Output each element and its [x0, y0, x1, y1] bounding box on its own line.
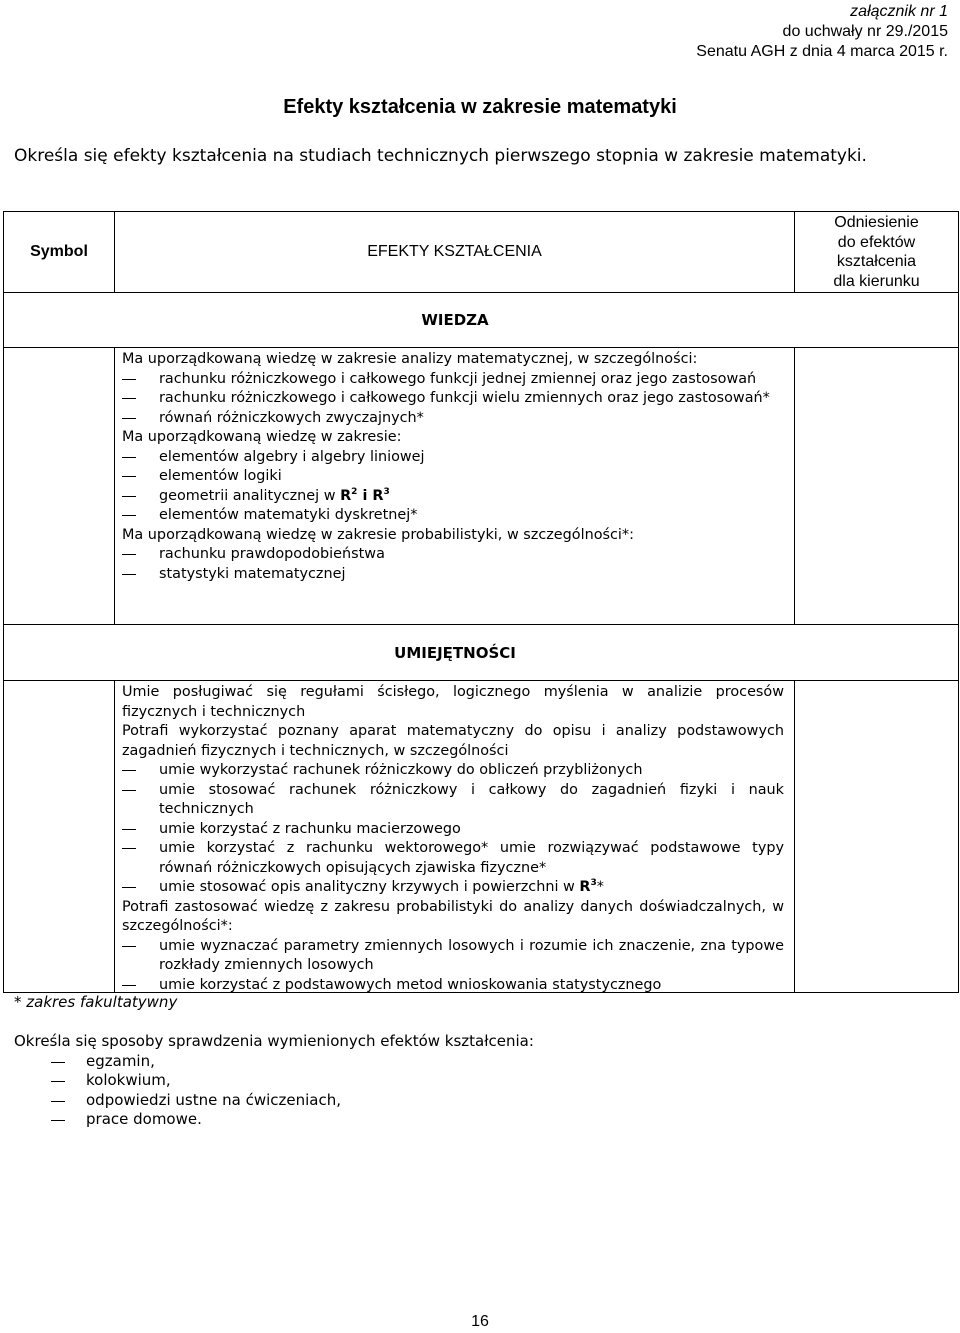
dash-bullet	[51, 1101, 65, 1102]
list-item: umie korzystać z rachunku macierzowego	[122, 820, 784, 840]
verification-methods	[14, 1032, 714, 1130]
list-item: elementów logiki	[122, 467, 784, 487]
dash-bullet	[122, 515, 136, 516]
dash-bullet	[122, 379, 136, 380]
list-item: umie stosować rachunek różniczkowy i całkowy do zagadnień fizyki i nauk technicznych	[122, 781, 784, 820]
header-reference	[795, 212, 958, 292]
table-border-left	[3, 211, 4, 993]
knowledge-col-divider-1	[114, 347, 115, 625]
dash-bullet	[122, 496, 136, 497]
dash-bullet	[122, 418, 136, 419]
annex-line-1: załącznik nr 1	[850, 3, 948, 20]
dash-bullet	[122, 398, 136, 399]
list-item: równań różniczkowych zwyczajnych*	[122, 409, 784, 429]
dash-bullet	[122, 985, 136, 986]
list-item: rachunku prawdopodobieństwa	[122, 545, 784, 565]
skills-col-divider-1	[114, 680, 115, 993]
dash-bullet	[122, 476, 136, 477]
annex-line-3: Senatu AGH z dnia 4 marca 2015 r.	[696, 43, 948, 60]
page-number: 16	[471, 1313, 489, 1330]
dash-bullet	[122, 790, 136, 791]
dash-bullet	[122, 554, 136, 555]
skills-col-divider-2	[794, 680, 795, 993]
method-item: odpowiedzi ustne na ćwiczeniach,	[14, 1091, 714, 1111]
skills-paragraph-3: Potrafi zastosować wiedzę z zakresu probabilistyki do analizy danych doświadczalnych, w szczególności*:	[122, 898, 784, 934]
knowledge-bottom-divider	[3, 624, 959, 625]
list-item: umie wykorzystać rachunek różniczkowy do obliczeń przybliżonych	[122, 761, 784, 781]
header-symbol: Symbol	[30, 243, 88, 260]
method-item: prace domowe.	[14, 1110, 714, 1130]
wiedza-divider	[3, 347, 959, 348]
dash-bullet	[122, 770, 136, 771]
list-item: elementów matematyki dyskretnej*	[122, 506, 784, 526]
knowledge-paragraph-2: Ma uporządkowaną wiedzę w zakresie:	[122, 429, 402, 445]
dash-bullet	[122, 457, 136, 458]
header-effects: EFEKTY KSZTAŁCENIA	[367, 243, 542, 260]
dash-bullet	[122, 574, 136, 575]
dash-bullet	[122, 946, 136, 947]
page-title: Efekty kształcenia w zakresie matematyki	[283, 96, 677, 118]
knowledge-cell	[122, 350, 784, 584]
annex-note	[696, 2, 948, 62]
list-item: geometrii analitycznej w $R^2$ i $R^3$	[122, 487, 784, 507]
method-item: kolokwium,	[14, 1071, 714, 1091]
dash-bullet	[51, 1062, 65, 1063]
list-item: rachunku różniczkowego i całkowego funkcji wielu zmiennych oraz jego zastosowań*	[122, 389, 784, 409]
header-reference-line-1: Odniesienie	[834, 214, 919, 231]
dash-bullet	[122, 848, 136, 849]
list-item: umie wyznaczać parametry zmiennych losowych i rozumie ich znaczenie, zna typowe rozkłady zmiennych losowych	[122, 937, 784, 976]
skills-cell	[122, 683, 784, 995]
list-item: umie korzystać z rachunku wektorowego* umie rozwiązywać podstawowe typy równań różniczkowych opisujących zjawiska fizyczne*	[122, 839, 784, 878]
skills-paragraph-1: Umie posługiwać się regułami ścisłego, logicznego myślenia w analizie procesów fizycznych i technicznych	[122, 684, 784, 720]
header-reference-line-4: dla kierunku	[833, 272, 920, 290]
intro-paragraph: Określa się efekty kształcenia na studiach technicznych pierwszego stopnia w zakresie matematyki.	[14, 146, 867, 166]
list-item: elementów algebry i algebry liniowej	[122, 448, 784, 468]
method-item: egzamin,	[14, 1052, 714, 1072]
header-reference-line-2: do efektów	[837, 233, 916, 251]
knowledge-paragraph-3: Ma uporządkowaną wiedzę w zakresie probabilistyki, w szczególności*:	[122, 526, 634, 543]
dash-bullet	[51, 1120, 65, 1121]
umiejetnosci-divider	[3, 680, 959, 681]
annex-line-2: do uchwały nr 29./2015	[782, 23, 948, 40]
skills-paragraph-2: Potrafi wykorzystać poznany aparat matematyczny do opisu i analizy podstawowych zagadnień fizycznych i technicznych, w szczególności	[122, 723, 784, 759]
table-border-right	[958, 211, 959, 993]
section-title-skills: UMIEJĘTNOŚCI	[394, 644, 516, 662]
table-header-divider	[3, 292, 959, 293]
footnote: * zakres fakultatywny	[14, 993, 178, 1011]
dash-bullet	[51, 1081, 65, 1082]
list-item: rachunku różniczkowego i całkowego funkcji jednej zmiennej oraz jego zastosowań	[122, 370, 784, 390]
section-title-knowledge: WIEDZA	[421, 311, 489, 329]
knowledge-paragraph-1: Ma uporządkowaną wiedzę w zakresie analizy matematycznej, w szczególności:	[122, 351, 698, 367]
dash-bullet	[122, 829, 136, 830]
methods-intro: Określa się sposoby sprawdzenia wymienionych efektów kształcenia:	[14, 1032, 534, 1050]
header-reference-line-3: kształcenia	[836, 253, 917, 270]
list-item: statystyki matematycznej	[122, 565, 784, 585]
dash-bullet	[122, 887, 136, 888]
list-item: umie stosować opis analityczny krzywych i powierzchni w $R^3*$	[122, 878, 784, 898]
list-item: umie korzystać z podstawowych metod wnioskowania statystycznego	[122, 976, 784, 996]
knowledge-col-divider-2	[794, 347, 795, 625]
